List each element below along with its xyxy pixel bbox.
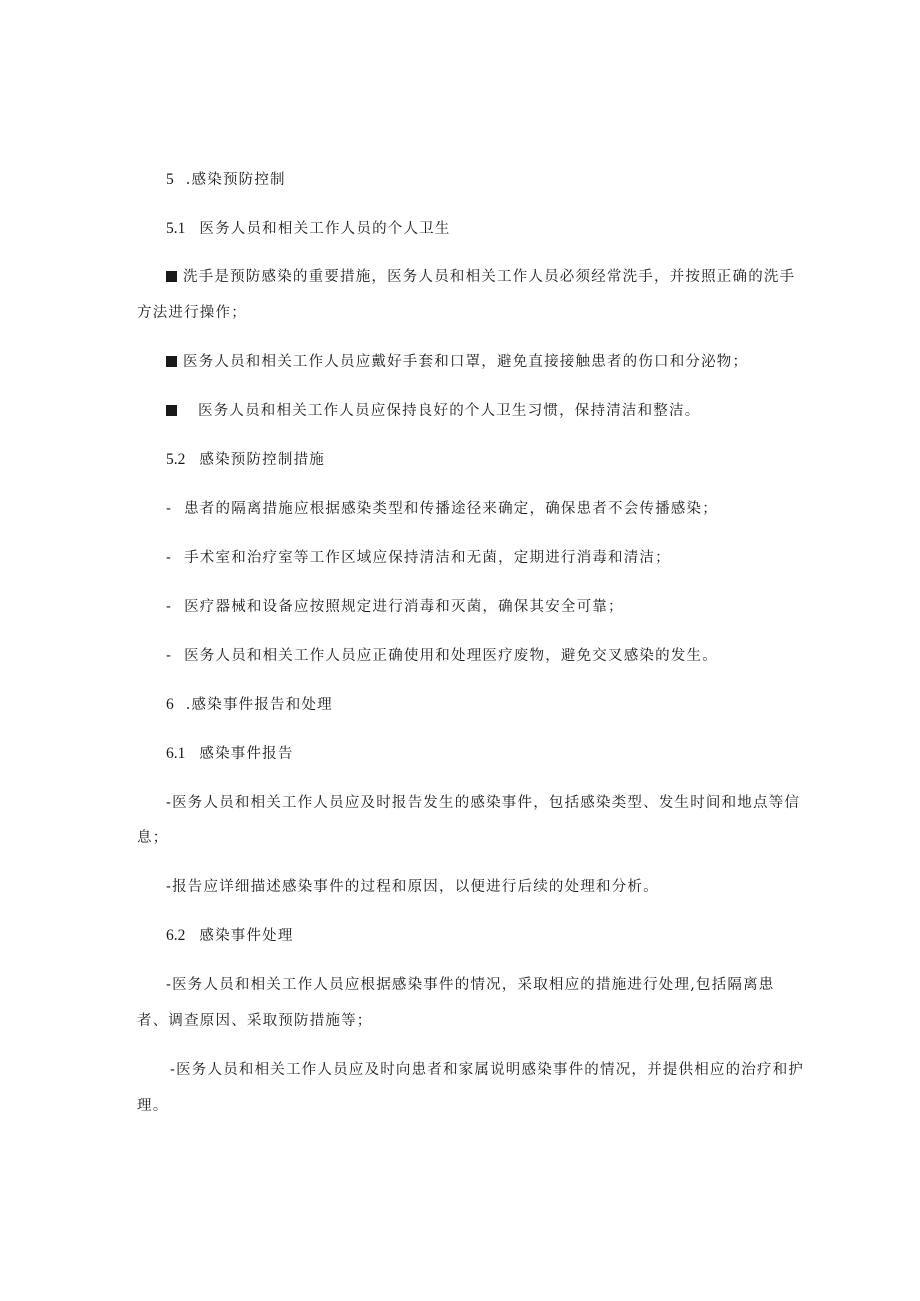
list-item xyxy=(166,598,624,616)
bullet-paragraph xyxy=(166,402,700,420)
list-item-continuation xyxy=(137,1012,373,1030)
dash-bullet: - xyxy=(166,599,173,615)
list-item-text: 医务人员和相关工作人员应正确使用和处理医疗废物，避免交叉感染的发生。 xyxy=(184,648,718,664)
list-item-text: 手术室和治疗室等工作区域应保持清洁和无菌，定期进行消毒和清洁； xyxy=(184,550,671,566)
subsection-title: 感染事件处理 xyxy=(199,928,294,944)
section-number: 5 xyxy=(166,171,174,188)
list-item-text: -医务人员和相关工作人员应及时向患者和家属说明感染事件的情况，并提供相应的治疗和护 xyxy=(170,1062,805,1078)
square-bullet-icon xyxy=(166,405,177,416)
dash-bullet: - xyxy=(166,501,173,517)
dash-bullet: - xyxy=(166,648,173,664)
list-item xyxy=(166,647,718,665)
list-item-text: 医疗器械和设备应按照规定进行消毒和灭菌，确保其安全可靠； xyxy=(184,599,624,615)
list-item xyxy=(166,794,800,812)
section-title: .感染事件报告和处理 xyxy=(185,697,333,713)
list-item xyxy=(166,976,775,994)
section-5-heading xyxy=(166,171,286,189)
bullet-continuation xyxy=(137,304,247,322)
subsection-5-1-heading xyxy=(166,220,451,238)
square-bullet-icon xyxy=(166,356,177,367)
bullet-paragraph xyxy=(166,353,748,371)
list-item xyxy=(166,500,718,518)
square-bullet-icon xyxy=(166,271,177,282)
bullet-text: 方法进行操作； xyxy=(137,305,247,321)
bullet-paragraph xyxy=(166,268,795,286)
list-item-text: 患者的隔离措施应根据感染类型和传播途径来确定，确保患者不会传播感染； xyxy=(184,501,718,517)
list-item xyxy=(166,878,659,896)
section-number: 6 xyxy=(166,696,174,713)
list-item-text: -医务人员和相关工作人员应及时报告发生的感染事件，包括感染类型、发生时间和地点等信 xyxy=(166,795,801,811)
list-item-text: 息； xyxy=(137,830,169,846)
bullet-text: 医务人员和相关工作人员应保持良好的个人卫生习惯，保持清洁和整洁。 xyxy=(198,403,701,419)
subsection-number: 6.2 xyxy=(166,927,186,944)
section-title: .感染预防控制 xyxy=(185,172,286,188)
subsection-title: 医务人员和相关工作人员的个人卫生 xyxy=(199,221,451,237)
list-item-continuation xyxy=(137,1097,168,1115)
list-item-text: -报告应详细描述感染事件的过程和原因，以便进行后续的处理和分析。 xyxy=(166,879,659,895)
subsection-number: 6.1 xyxy=(166,745,186,762)
section-6-heading xyxy=(166,696,333,714)
subsection-number: 5.1 xyxy=(166,220,186,237)
list-item-text: 者、调查原因、采取预防措施等； xyxy=(137,1013,373,1029)
subsection-5-2-heading xyxy=(166,451,325,469)
subsection-6-1-heading xyxy=(166,745,294,763)
list-item-continuation xyxy=(137,829,168,847)
subsection-title: 感染事件报告 xyxy=(199,746,294,762)
list-item-text: -医务人员和相关工作人员应根据感染事件的情况，采取相应的措施进行处理,包括隔离患 xyxy=(166,977,775,993)
bullet-text: 洗手是预防感染的重要措施，医务人员和相关工作人员必须经常洗手，并按照正确的洗手 xyxy=(183,269,796,285)
list-item-text: 理。 xyxy=(137,1098,169,1114)
list-item xyxy=(166,549,671,567)
bullet-text: 医务人员和相关工作人员应戴好手套和口罩，避免直接接触患者的伤口和分泌物； xyxy=(183,354,749,370)
list-item xyxy=(170,1061,804,1079)
dash-bullet: - xyxy=(166,550,173,566)
subsection-number: 5.2 xyxy=(166,451,186,468)
subsection-title: 感染预防控制措施 xyxy=(199,452,325,468)
subsection-6-2-heading xyxy=(166,927,294,945)
